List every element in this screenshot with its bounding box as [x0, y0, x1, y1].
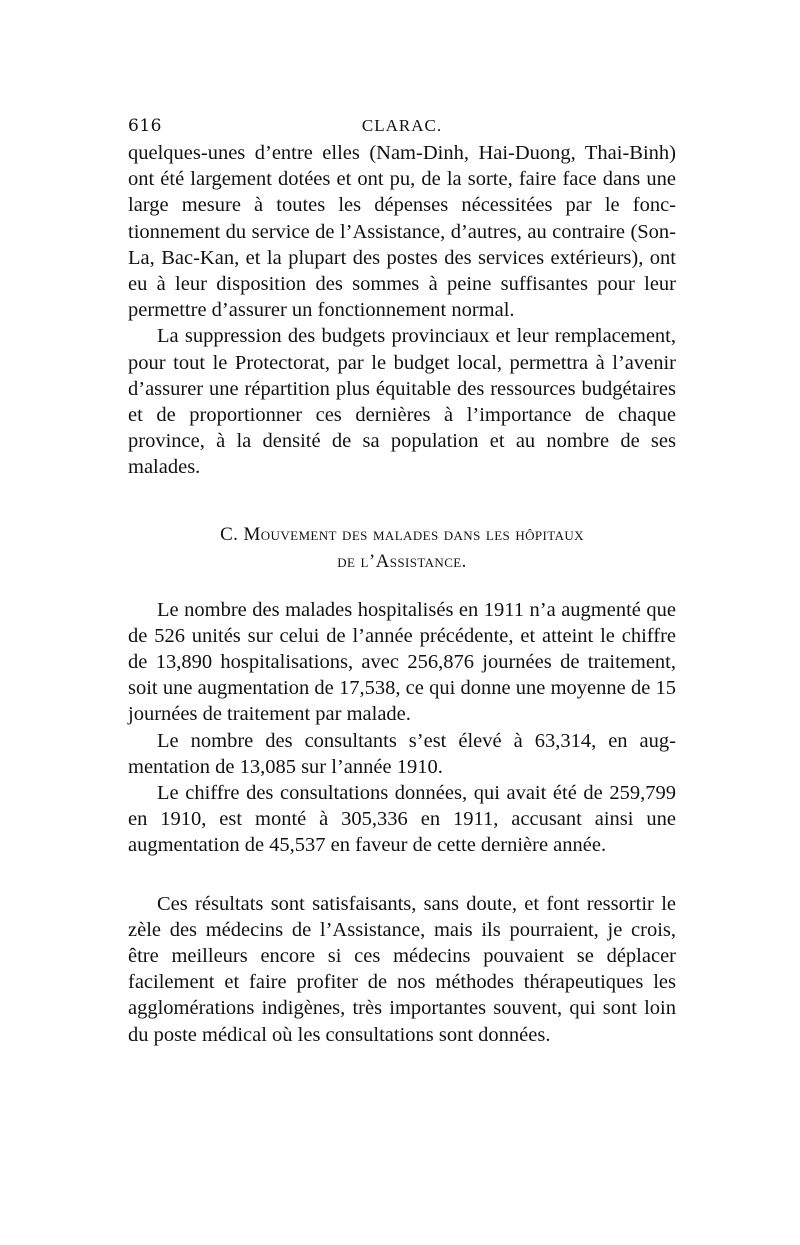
paragraph-gap [128, 859, 676, 891]
running-title: CLARAC. [361, 116, 443, 135]
section-title-line-1: Mouvement des malades dans les hôpitaux [243, 523, 584, 545]
section-title-line-2: de l’Assistance. [337, 550, 467, 572]
page-number: 616 [128, 116, 162, 136]
section-heading [128, 521, 676, 575]
paragraph-results: Ces résultats sont satisfaisants, sans doute, et font ressortir le zèle des médecins de l’Assistance, mais ils pourraient, je crois, être meilleurs encore si ces médecins pouvaient se déplacer facilement et faire profiter de nos méthodes thérapeutiques les agglomérations indigènes, très importantes souvent, qui sont loin du poste médical où les consultations sont données. [128, 892, 676, 1046]
paragraph-continued: quelques-unes d’entre elles (Nam-Dinh, Hai-Duong, Thai-Binh) ont été largement dotées et ont pu, de la sorte, faire face dans une large mesure à toutes les dépenses nécessitées par le fonctionnement du service de l’Assistance, d’autres, au contraire (Son-La, Bac-Kan, et la plupart des postes des services extérieurs), ont eu à leur disposition des sommes à peine suffisantes pour leur permettre d’assurer un fonctionnement normal. [128, 142, 676, 322]
section-heading-line-1 [128, 521, 676, 548]
paragraph-consultants: Le nombre des consultants s’est élevé à 63,314, en augmentation de 13,085 sur l’année 1910. [128, 729, 676, 778]
paragraph-hospitalized: Le nombre des malades hospitalisés en 1911 n’a augmenté que de 526 unités sur celui de l’année précédente, et atteint le chiffre de 13,890 hospitalisations, avec 256,876 journées de traitement, soit une augmentation de 17,538, ce qui donne une moyenne de 15 journées de traitement par malade. [128, 598, 676, 726]
paragraph-budget-suppression: La suppression des budgets provinciaux et leur remplacement, pour tout le Protectorat, par le budget local, permettra à l’avenir d’assurer une répartition plus équitable des ressources budgétaires et de proportionner ces dernières à l’importance de chaque province, à la densité de sa population et au nombre de ses malades. [128, 325, 676, 479]
section-letter: C. [220, 523, 239, 545]
paragraph-consultations: Le chiffre des consultations données, qui avait été de 259,799 en 1910, est monté à 305,336 en 1911, accusant ainsi une augmentation de 45,537 en faveur de cette dernière année. [128, 782, 676, 857]
running-head [128, 110, 676, 140]
book-page [128, 110, 676, 1048]
